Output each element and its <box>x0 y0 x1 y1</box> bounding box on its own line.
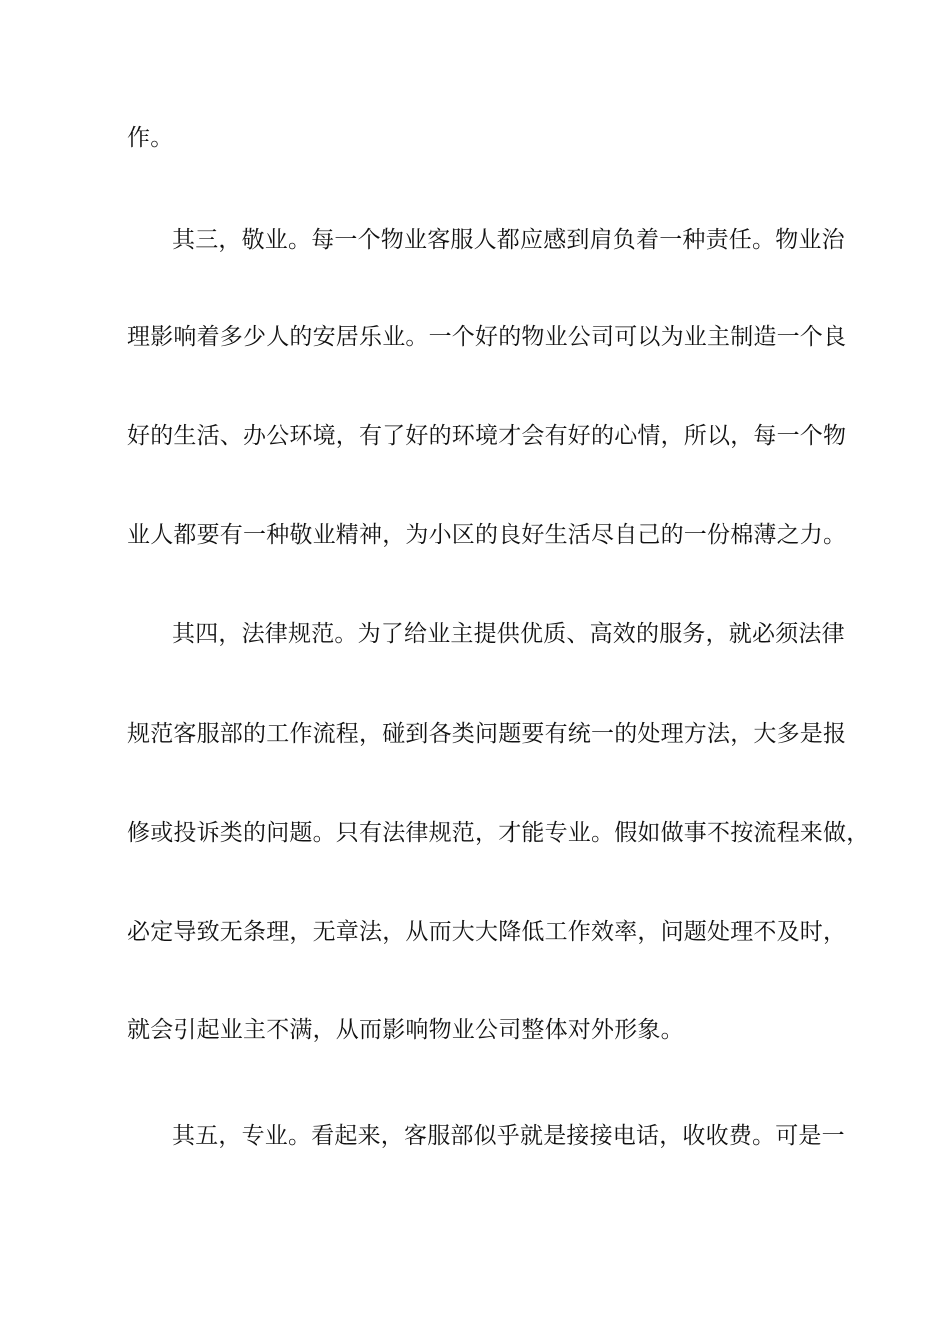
text-line-6: 其四，法律规范。为了给业主提供优质、高效的服务，就必须法律 <box>172 621 845 647</box>
text-line-9: 必定导致无条理，无章法，从而大大降低工作效率，问题处理不及时， <box>127 919 847 945</box>
text-line-2: 其三，敬业。每一个物业客服人都应感到肩负着一种责任。物业治 <box>172 227 845 253</box>
text-line-7: 规范客服部的工作流程，碰到各类问题要有统一的处理方法，大多是报 <box>127 721 847 747</box>
text-line-11: 其五，专业。看起来，客服部似乎就是接接电话，收收费。可是一 <box>172 1123 845 1149</box>
text-line-8: 修或投诉类的问题。只有法律规范，才能专业。假如做事不按流程来做， <box>127 820 870 846</box>
text-line-3: 理影响着多少人的安居乐业。一个好的物业公司可以为业主制造一个良 <box>127 324 847 350</box>
text-line-4: 好的生活、办公环境，有了好的环境才会有好的心情，所以，每一个物 <box>127 423 847 449</box>
text-line-1: 作。 <box>127 125 174 151</box>
text-line-5: 业人都要有一种敬业精神，为小区的良好生活尽自己的一份棉薄之力。 <box>127 522 847 548</box>
text-line-10: 就会引起业主不满，从而影响物业公司整体对外形象。 <box>127 1017 684 1043</box>
